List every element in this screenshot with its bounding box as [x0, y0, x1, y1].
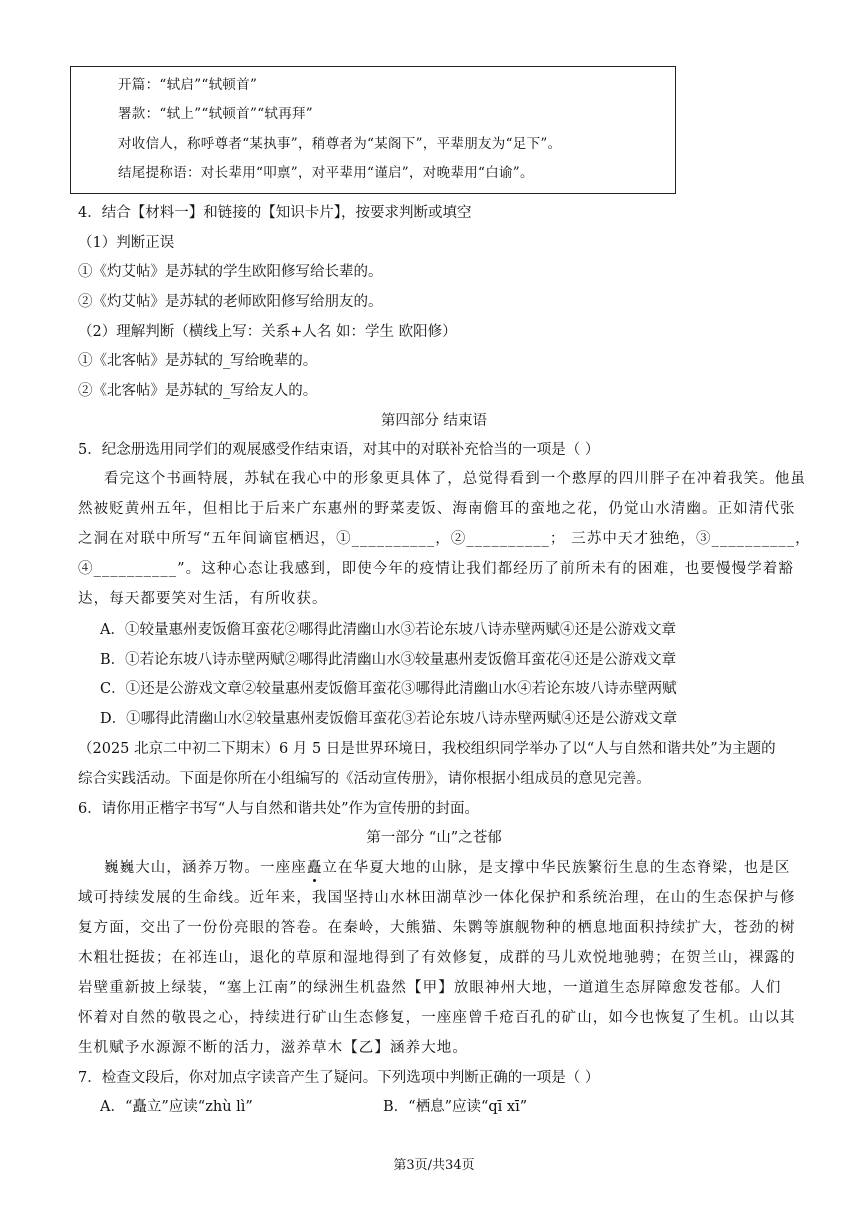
passage-line-1 [104, 856, 790, 877]
q5-para-line-4: ④__________”。这种心态让我感到，即使今年的疫情让我们都经历了前所未有的困难，也要慢慢学着豁 [78, 561, 795, 577]
q5-para-line-1: 看完这个书画特展，苏轼在我心中的形象更具体了，总觉得看到一个憨厚的四川胖子在冲着我笑。他虽 [104, 471, 806, 487]
card-line-2: 署款：“轼上”“轼顿首”“轼再拜” [118, 106, 314, 122]
section-4-heading: 第四部分 结束语 [380, 413, 488, 429]
passage-line-1-end: 立在华夏大地的山脉，是支撑中华民族繁衍生息的生态脊梁，也是区 [322, 860, 791, 876]
q5-para-line-5: 达，每天都要笑对生活，有所收获。 [78, 591, 328, 607]
page-footer: 第3页/共34页 [393, 1158, 475, 1173]
passage-line-1-start: 巍巍大山，涵养万物。一座座 [104, 860, 307, 876]
card-line-1: 开篇：“轼启”“轼顿首” [118, 77, 258, 93]
passage-line-7: 生机赋予水源源不断的活力，滋养草木【乙】涵养大地。 [78, 1040, 468, 1056]
q4-part1-item-a: ①《灼艾帖》是苏轼的学生欧阳修写给长辈的。 [78, 264, 383, 280]
passage-line-4: 木粗壮挺拔；在祁连山，退化的草原和湿地得到了有效修复，成群的马儿欢悦地驰骋；在贺兰山，裸露的 [78, 950, 796, 966]
q7-stem: 7．检查文段后，你对加点字读音产生了疑问。下列选项中判断正确的一项是（ ） [78, 1070, 600, 1086]
intro-line-2: 综合实践活动。下面是你所在小组编写的《活动宣传册》，请你根据小组成员的意见完善。 [78, 771, 651, 787]
q4-part1: （1）判断正误 [78, 235, 175, 251]
q5-para-line-2: 然被贬黄州五年，但相比于后来广东惠州的野菜麦饭、海南儋耳的蛮地之花，仍觉山水清幽。正如清代张 [78, 501, 796, 517]
passage-line-3: 复方面，交出了一份份亮眼的答卷。在秦岭，大熊猫、朱鹮等旗舰物种的栖息地面积持续扩大，苍劲的树 [78, 920, 796, 936]
q4-part2: （2）理解判断（横线上写：关系+人名 如：学生 欧阳修） [78, 324, 457, 340]
card-line-3: 对收信人，称呼尊者“某执事”，稍尊者为“某阁下”，平辈朋友为“足下”。 [118, 136, 562, 152]
q5-option-c[interactable]: C．①还是公游戏文章②较量惠州麦饭儋耳蛮花③哪得此清幽山水④若论东坡八诗赤壁两赋 [100, 681, 677, 697]
passage-line-2: 域可持续发展的生命线。近年来，我国坚持山水林田湖草沙一体化保护和系统治理，在山的生态保护与修 [78, 890, 796, 906]
q7-option-a[interactable]: A．“矗立”应读“zhù lì” [100, 1099, 253, 1115]
card-line-4: 结尾提称语：对长辈用“叩禀”，对平辈用“谨启”，对晚辈用“白谕”。 [118, 165, 534, 181]
q5-option-d[interactable]: D．①哪得此清幽山水②较量惠州麦饭儋耳蛮花③若论东坡八诗赤壁两赋④还是公游戏文章 [100, 711, 678, 727]
intro-line-1: （2025 北京二中初二下期末）6 月 5 日是世界环境日，我校组织同学举办了以“人与自然和谐共处”为主题的 [78, 741, 776, 757]
q7-option-b[interactable]: B．“栖息”应读“qī xī” [383, 1099, 528, 1115]
q5-option-a[interactable]: A．①较量惠州麦饭儋耳蛮花②哪得此清幽山水③若论东坡八诗赤壁两赋④还是公游戏文章 [100, 622, 676, 638]
q4-stem: 4．结合【材料一】和链接的【知识卡片】，按要求判断或填空 [78, 205, 472, 221]
section-1-heading: 第一部分 “山”之苍郁 [366, 830, 502, 846]
dotted-char: 矗 [307, 856, 323, 877]
q6-stem: 6．请你用正楷字书写“人与自然和谐共处”作为宣传册的封面。 [78, 801, 480, 817]
q5-stem: 5．纪念册选用同学们的观展感受作结束语，对其中的对联补充恰当的一项是（ ） [78, 442, 600, 458]
q4-part1-item-b: ②《灼艾帖》是苏轼的老师欧阳修写给朋友的。 [78, 294, 383, 310]
q5-option-b[interactable]: B．①若论东坡八诗赤壁两赋②哪得此清幽山水③较量惠州麦饭儋耳蛮花④还是公游戏文章 [100, 652, 677, 668]
passage-line-5: 岩壁重新披上绿装，“塞上江南”的绿洲生机盎然【甲】放眼神州大地，一道道生态屏障愈发苍郁。人们 [78, 980, 782, 996]
q4-part2-item-a: ①《北客帖》是苏轼的_写给晚辈的。 [78, 353, 318, 369]
q5-para-line-3: 之洞在对联中所写“五年间谪宦栖迟，①__________，②__________； 三苏中天才独绝，③__________， [78, 531, 811, 547]
q4-part2-item-b: ②《北客帖》是苏轼的_写给友人的。 [78, 383, 318, 399]
passage-line-6: 怀着对自然的敬畏之心，持续进行矿山生态修复，一座座曾千疮百孔的矿山，如今也恢复了生机。山以其 [78, 1010, 796, 1026]
